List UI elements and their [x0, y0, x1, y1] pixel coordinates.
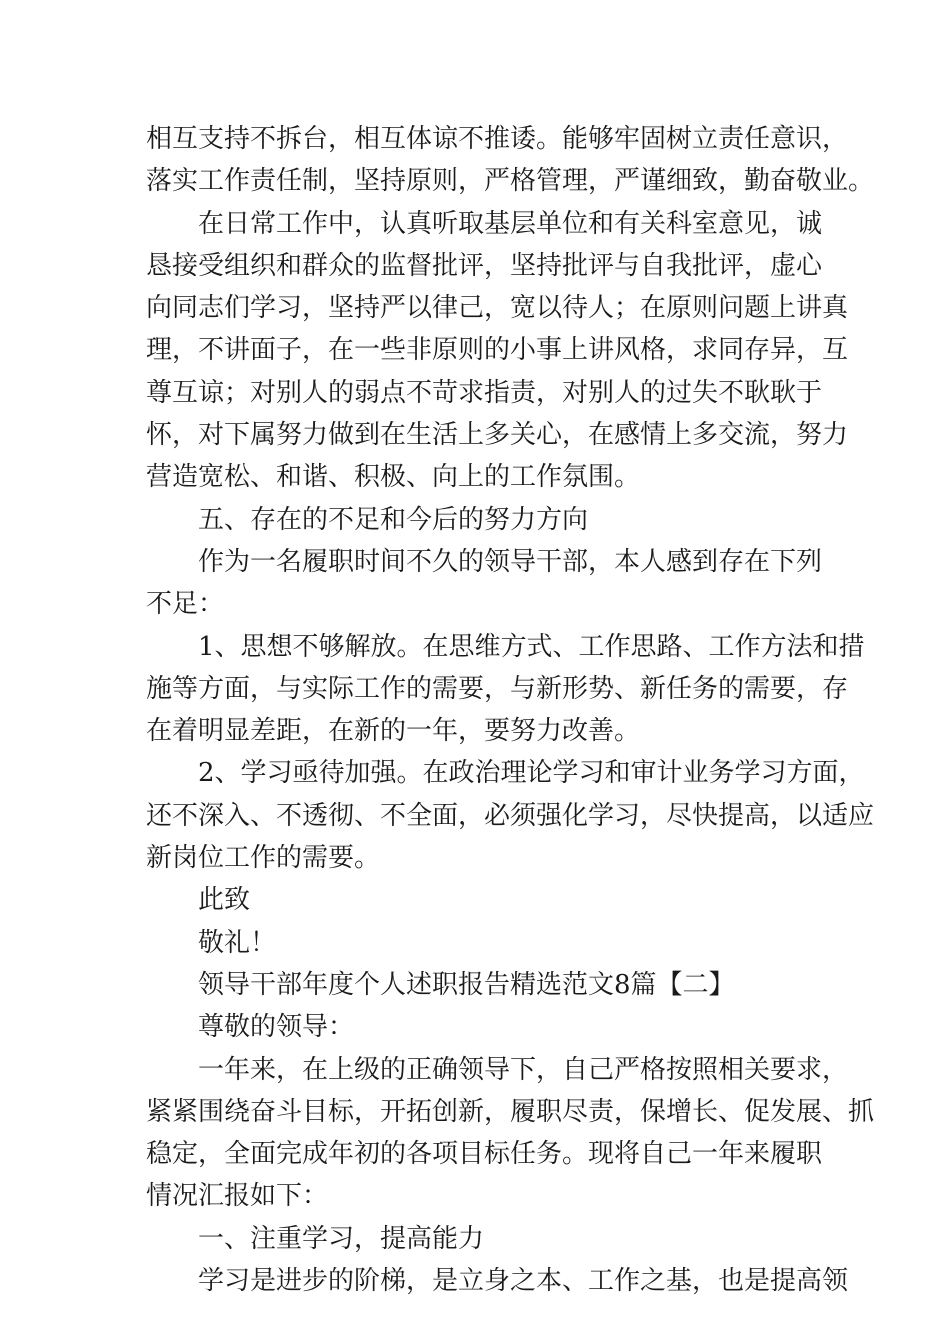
document-body — [146, 118, 875, 1302]
text-line: 恳接受组织和群众的监督批评，坚持批评与自我批评，虚心 — [146, 250, 823, 281]
text-line: 敬礼！ — [198, 927, 277, 958]
text-line: 五、存在的不足和今后的努力方向 — [198, 504, 589, 535]
text-line: 尊敬的领导： — [198, 1012, 355, 1043]
text-line: 领导干部年度个人述职报告精选范文8篇【二】 — [198, 969, 735, 1000]
text-line: 向同志们学习，坚持严以律己，宽以待人；在原则问题上讲真 — [146, 293, 849, 324]
text-line: 稳定，全面完成年初的各项目标任务。现将自己一年来履职 — [146, 1139, 823, 1170]
text-line: 紧紧围绕奋斗目标，开拓创新，履职尽责，保增长、促发展、抓 — [146, 1096, 875, 1127]
text-line: 还不深入、不透彻、不全面，必须强化学习，尽快提高，以适应 — [146, 800, 875, 831]
text-line: 1、思想不够解放。在思维方式、工作思路、工作方法和措 — [198, 631, 865, 662]
text-line: 一年来，在上级的正确领导下，自己严格按照相关要求， — [198, 1054, 849, 1085]
text-line: 尊互谅；对别人的弱点不苛求指责，对别人的过失不耿耿于 — [146, 377, 823, 408]
text-line: 在着明显差距，在新的一年，要努力改善。 — [146, 716, 641, 747]
text-line: 学习是进步的阶梯，是立身之本、工作之基，也是提高领 — [198, 1266, 849, 1297]
text-line: 新岗位工作的需要。 — [146, 843, 381, 874]
text-line: 落实工作责任制，坚持原则，严格管理，严谨细致，勤奋敬业。 — [146, 166, 875, 197]
text-line: 营造宽松、和谐、积极、向上的工作氛围。 — [146, 462, 641, 493]
text-line: 情况汇报如下： — [146, 1181, 329, 1212]
text-line: 作为一名履职时间不久的领导干部，本人感到存在下列 — [198, 546, 823, 577]
text-line: 在日常工作中，认真听取基层单位和有关科室意见，诚 — [198, 208, 823, 239]
text-line: 施等方面，与实际工作的需要，与新形势、新任务的需要，存 — [146, 673, 849, 704]
text-line: 理，不讲面子，在一些非原则的小事上讲风格，求同存异，互 — [146, 335, 849, 366]
text-line: 怀，对下属努力做到在生活上多关心，在感情上多交流，努力 — [146, 420, 849, 451]
text-line: 相互支持不拆台，相互体谅不推诿。能够牢固树立责任意识， — [146, 124, 849, 154]
text-line: 2、学习亟待加强。在政治理论学习和审计业务学习方面， — [198, 758, 865, 789]
text-line: 一、注重学习，提高能力 — [198, 1223, 485, 1254]
text-line: 此致 — [198, 885, 251, 916]
text-line: 不足： — [146, 589, 225, 620]
